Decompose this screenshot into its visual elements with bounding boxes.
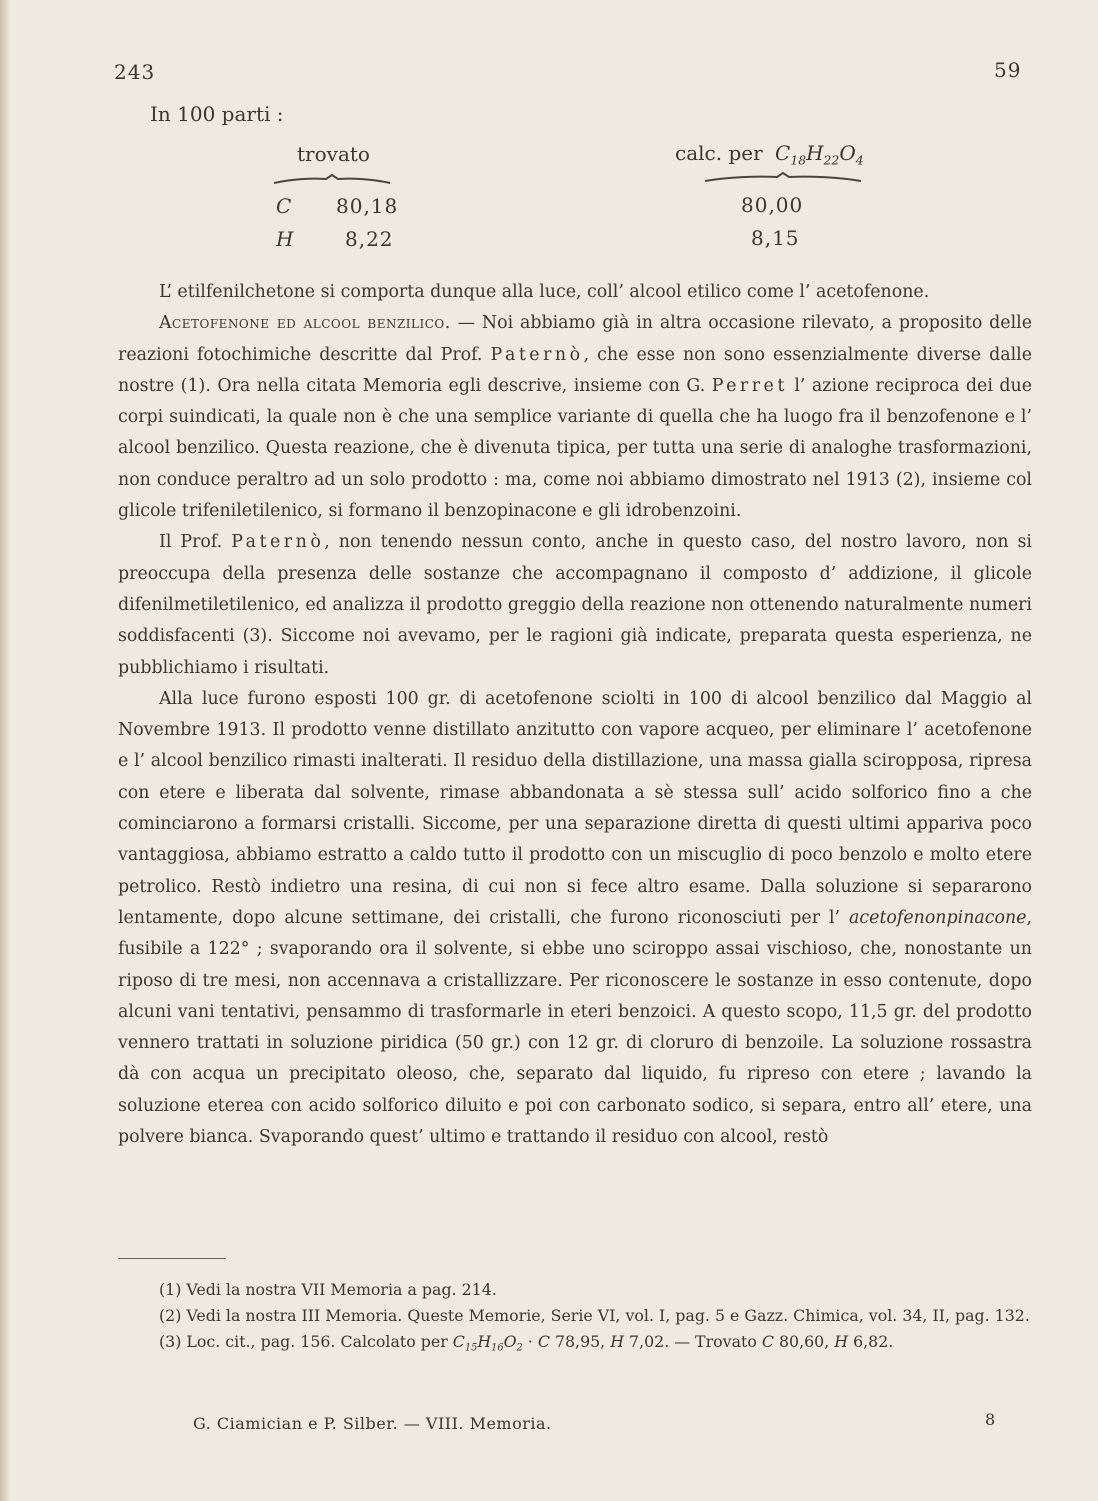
- paragraph-4: Alla luce furono esposti 100 gr. di acetofenone sciolti in 100 di alcool benzilico dal Maggio al Novembre 1913. Il prodotto venne distillato anzitutto con vapore acqueo, per eliminare l’ acetofenone e l’ alcool benzilico rimasti inalterati. Il residuo della distillazione, una massa gialla sciropposa, ripresa con etere e liberata dal solvente, rimase abbandonata a sè stessa sull’ acido solforico fino a che cominciarono a formarsi cristalli. Siccome, per una separazione diretta di questi ultimi appariva poco vantaggiosa, abbiamo estratto a caldo tutto il prodotto con un miscuglio di poco benzolo e molto etere petrolico. Restò indietro una resina, di cui non si fece altro esame. Dalla soluzione si separarono lentamente, dopo alcune settimane, dei cristalli, che furono riconosciuti per l’ acetofenonpinacone, fusibile a 122° ; svaporando ora il solvente, si ebbe uno sciroppo assai vischioso, che, nonostante un riposo di tre mesi, non accennava a cristallizzare. Per riconoscere le sostanze in esso contenute, dopo alcuni vani tentativi, pensammo di trasformarle in eteri benzoici. A questo scopo, 11,5 gr. del prodotto vennero trattati in soluzione piridica (50 gr.) con 12 gr. di cloruro di benzoile. La soluzione rossastra dà con acqua un precipitato oleoso, che, separato dal liquido, fu ripreso con etere ; lavando la soluzione eterea con acido solforico diluito e poi con carbonato sodico, si separa, entro all’ etere, una polvere bianca. Svaporando quest’ ultimo e trattando il residuo con alcool, restò: [118, 688, 1032, 1148]
- binding-shadow: [0, 0, 10, 1501]
- paragraph-1: L’ etilfenilchetone si comporta dunque alla luce, coll’ alcool etilico come l’ acetofenone.: [159, 282, 930, 302]
- paragraph-3: Il Prof. Paternò, non tenendo nessun conto, anche in questo caso, del nostro lavoro, non si preoccupa della presenza delle sostanze che accompagnano il composto d’ addizione, il glicole difenilmetiletilenico, ed analizza il prodotto greggio della reazione non ottenendo naturalmente numeri soddisfacenti (3). Siccome noi avevamo, per le ragioni già indicate, preparata questa esperienza, ne pubblichiamo i risultati.: [118, 532, 1032, 678]
- footnote-2: (2) Vedi la nostra III Memoria. Queste Memorie, Serie VI, vol. I, pag. 5 e Gazz. Chimica, vol. 34, II, pag. 132.: [159, 1306, 1030, 1325]
- footer-authors: G. Ciamician e P. Silber. — VIII. Memoria.: [193, 1414, 552, 1433]
- footnote-1: (1) Vedi la nostra VII Memoria a pag. 214.: [159, 1280, 497, 1299]
- left-page-number: 243: [114, 60, 156, 84]
- calc-header: [675, 141, 864, 168]
- footer-signature: 8: [985, 1410, 996, 1429]
- row-c-found: 80,18: [336, 194, 399, 218]
- footnote-rule: [118, 1258, 226, 1259]
- compound-name: acetofenonpinacone: [849, 907, 1027, 928]
- paragraph-2: Acetofenone ed alcool benzilico. — Noi abbiamo già in altra occasione rilevato, a proposito delle reazioni fotochimiche descritte dal Prof. Paternò, che esse non sono essenzialmente diverse dalle nostre (1). Ora nella citata Memoria egli descrive, insieme con G. Perret l’ azione reciproca dei due corpi suindicati, la quale non è che una semplice variante di quella che ha luogo fra il benzofenone e l’ alcool benzilico. Questa reazione, che è divenuta tipica, per tutta una serie di analoghe trasformazioni, non conduce peraltro ad un solo prodotto : ma, come noi abbiamo dimostrato nel 1913 (2), insieme col glicole trifeniletilenico, si formano il benzopinacone e gli idrobenzoini.: [118, 313, 1032, 522]
- row-h-calc: 8,15: [751, 226, 800, 250]
- right-page-number: 59: [994, 58, 1022, 82]
- body-text: [118, 277, 1032, 1153]
- row-h-found: 8,22: [345, 227, 394, 251]
- footnote-3: (3) Loc. cit., pag. 156. Calcolato per $C_{15}H_{16}O_2 \cdot C$ 78,95, H 7,02. — Trovato C 80,60, H 6,82.: [159, 1332, 894, 1354]
- author-name-perret: Perret: [711, 375, 788, 396]
- row-c-calc: 80,00: [741, 193, 804, 217]
- calc-brace: [703, 172, 863, 184]
- section-heading: Acetofenone ed alcool benzilico.: [159, 313, 451, 334]
- author-name-paterno-2: Paternò: [231, 532, 325, 553]
- found-brace: [272, 174, 392, 186]
- row-h-element: H: [276, 227, 294, 251]
- calc-formula: $C_{18}H_{22}O_4$: [775, 141, 864, 168]
- found-header: trovato: [297, 142, 370, 166]
- author-name-paterno: Paternò: [490, 344, 584, 365]
- row-c-element: C: [276, 194, 292, 218]
- calc-header-prefix: calc. per: [675, 141, 763, 165]
- intro-line: In 100 parti :: [150, 102, 284, 126]
- footnotes: [118, 1278, 1032, 1356]
- footnote-formula: $C_{15}H_{16}O_2$: [452, 1332, 523, 1354]
